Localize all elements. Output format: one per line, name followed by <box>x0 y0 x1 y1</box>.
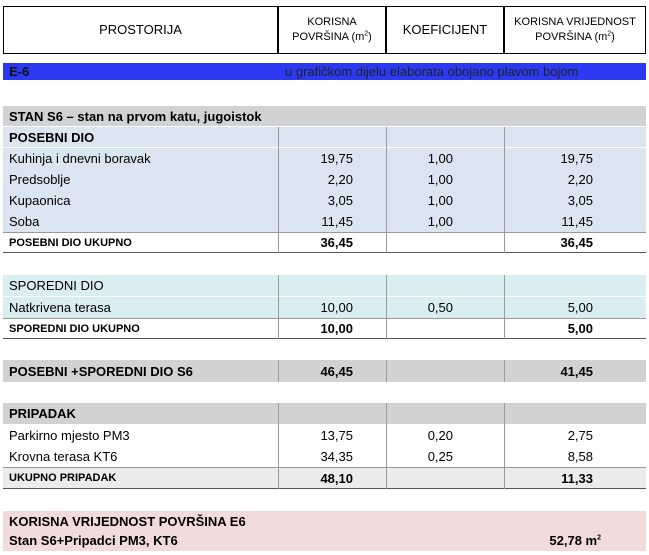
column-divider <box>386 403 387 489</box>
header-korisna-povrsina <box>278 6 386 54</box>
sporedni-title: SPOREDNI DIO <box>9 278 104 293</box>
header-paren: ) <box>368 31 372 43</box>
total-label: SPOREDNI DIO UKUPNO <box>9 322 140 335</box>
header-prostorija: PROSTORIJA <box>3 6 278 54</box>
total-value: 5,00 <box>567 321 593 336</box>
row-area: 2,20 <box>327 172 353 187</box>
final-title: KORISNA VRIJEDNOST POVRŠINA E6 <box>9 514 246 529</box>
combined-total-row <box>3 360 646 382</box>
row-value: 8,58 <box>567 449 593 464</box>
total-value: 11,33 <box>561 470 593 486</box>
column-divider <box>386 275 387 339</box>
header-paren2: ) <box>611 31 615 43</box>
row-coef: 0,50 <box>427 300 453 315</box>
total-label: POSEBNI DIO UKUPNO <box>9 236 132 249</box>
row-area: 10,00 <box>320 300 353 315</box>
posebni-title: POSEBNI DIO <box>9 129 95 145</box>
row-coef: 0,25 <box>427 449 453 464</box>
stan-title: STAN S6 – stan na prvom katu, jugoistok <box>9 108 262 124</box>
combined-label: POSEBNI +SPOREDNI DIO S6 <box>9 363 193 379</box>
posebni-title-row <box>3 127 646 147</box>
row-area: 3,05 <box>327 193 353 208</box>
row-coef: 0,20 <box>427 428 453 443</box>
column-divider <box>504 403 505 489</box>
row-value: 5,00 <box>567 300 593 315</box>
row-value: 2,20 <box>567 172 593 187</box>
final-summary <box>3 511 646 551</box>
column-divider <box>278 403 279 489</box>
column-divider <box>504 127 505 253</box>
row-coef: 1,00 <box>427 151 453 166</box>
final-value <box>549 533 601 548</box>
final-value-sup: 2 <box>597 534 601 542</box>
table-row <box>3 446 646 467</box>
pripadak-title: PRIPADAK <box>9 406 76 421</box>
row-area: 11,45 <box>321 214 353 229</box>
column-divider <box>386 360 387 382</box>
header-sup2: 2 <box>607 30 612 38</box>
row-coef: 1,00 <box>427 172 453 187</box>
final-subtitle: Stan S6+Pripadci PM3, KT6 <box>9 533 178 548</box>
header-povrsina-label: POVRŠINA (m <box>292 31 365 43</box>
row-name: Kuhinja i dnevni boravak <box>9 151 151 166</box>
total-area: 36,45 <box>320 235 353 250</box>
table-row <box>3 211 646 232</box>
row-coef: 1,00 <box>427 214 453 229</box>
sporedni-title-row <box>3 275 646 296</box>
column-divider <box>278 127 279 253</box>
row-name: Natkrivena terasa <box>9 300 111 315</box>
row-value: 11,45 <box>561 214 593 229</box>
unit-bar <box>3 63 646 80</box>
sporedni-total-row <box>3 318 646 339</box>
combined-value: 41,45 <box>560 363 593 379</box>
header-sup: 2 <box>364 30 369 38</box>
total-value: 36,45 <box>560 235 593 250</box>
column-divider <box>386 127 387 253</box>
total-area: 48,10 <box>320 470 353 486</box>
header-korisna-label: KORISNA <box>307 16 357 28</box>
row-name: Kupaonica <box>9 193 71 208</box>
column-divider <box>278 275 279 339</box>
row-area: 13,75 <box>320 428 353 443</box>
total-area: 10,00 <box>320 321 353 336</box>
row-name: Soba <box>9 214 40 229</box>
combined-area: 46,45 <box>320 363 353 379</box>
row-name: Krovna terasa KT6 <box>9 449 118 464</box>
unit-note: u grafičkom dijelu elaborata obojano plavom bojom <box>285 64 579 79</box>
row-value: 3,05 <box>567 193 593 208</box>
row-name: Predsoblje <box>9 172 71 187</box>
pripadak-total-row <box>3 467 646 489</box>
unit-code: E-6 <box>9 64 30 79</box>
table-row <box>3 190 646 211</box>
column-divider <box>278 360 279 382</box>
header-vrijednost-label: KORISNA VRIJEDNOST <box>514 16 636 28</box>
table-row <box>3 169 646 190</box>
row-name: Parkirno mjesto PM3 <box>9 428 130 443</box>
row-value: 2,75 <box>567 428 593 443</box>
table-header <box>3 6 646 54</box>
header-koeficijent: KOEFICIJENT <box>386 6 504 54</box>
posebni-total-row <box>3 232 646 253</box>
table-row <box>3 425 646 446</box>
table-row <box>3 297 646 318</box>
header-korisna-vrijednost <box>504 6 646 54</box>
header-povrsina2-label: POVRŠINA (m <box>535 31 608 43</box>
row-area: 19,75 <box>320 151 353 166</box>
column-divider <box>504 360 505 382</box>
pripadak-title-row <box>3 403 646 424</box>
total-label: UKUPNO PRIPADAK <box>9 472 117 484</box>
row-value: 19,75 <box>560 151 593 166</box>
table-row <box>3 148 646 169</box>
row-area: 34,35 <box>320 449 353 464</box>
column-divider <box>504 275 505 339</box>
final-value-text: 52,78 m <box>549 533 598 548</box>
row-coef: 1,00 <box>427 193 453 208</box>
stan-title-row <box>3 106 646 126</box>
